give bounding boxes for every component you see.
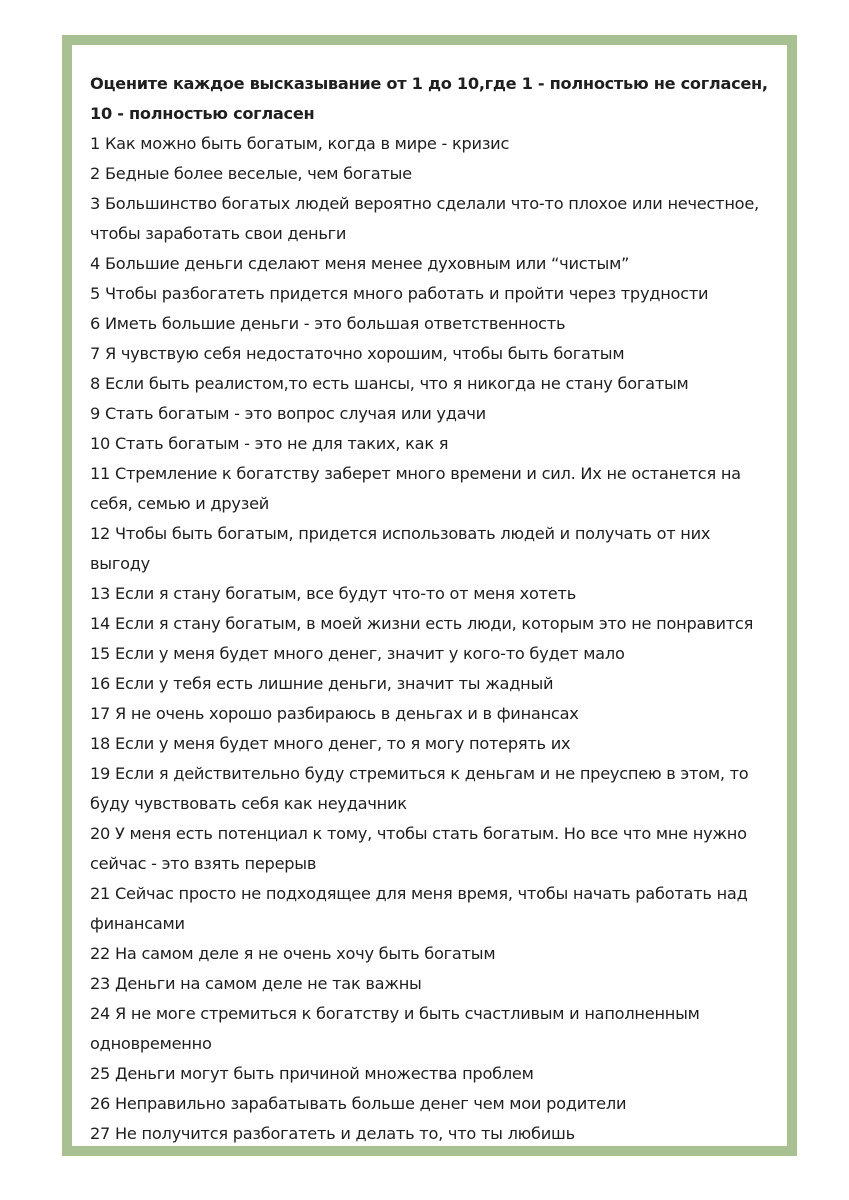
statement-item: 15 Если у меня будет много денег, значит у кого-то будет мало xyxy=(90,644,625,663)
statement-item: 13 Если я стану богатым, все будут что-то от меня хотеть xyxy=(90,584,576,603)
questionnaire-title: Оцените каждое высказывание от 1 до 10,где 1 - полностью не согласен, 10 - полностью согласен xyxy=(90,74,768,123)
statement-item: 10 Стать богатым - это не для таких, как я xyxy=(90,434,449,453)
statement-item: 17 Я не очень хорошо разбираюсь в деньгах и в финансах xyxy=(90,704,579,723)
statement-item: 8 Если быть реалистом,то есть шансы, что я никогда не стану богатым xyxy=(90,374,689,393)
questionnaire-content xyxy=(90,69,773,1149)
statement-item: 1 Как можно быть богатым, когда в мире - кризис xyxy=(90,134,510,153)
statement-item: 11 Стремление к богатству заберет много времени и сил. Их не останется на себя, семью и друзей xyxy=(90,464,741,513)
statement-item: 27 Не получится разбогатеть и делать то, что ты любишь xyxy=(90,1124,575,1143)
statement-item: 21 Сейчас просто не подходящее для меня время, чтобы начать работать над финансами xyxy=(90,884,748,933)
statement-item: 19 Если я действительно буду стремиться к деньгам и не преуспею в этом, то буду чувствовать себя как неудачник xyxy=(90,764,749,813)
statement-item: 12 Чтобы быть богатым, придется использовать людей и получать от них выгоду xyxy=(90,524,711,573)
statement-item: 24 Я не моге стремиться к богатству и быть счастливым и наполненным одновременно xyxy=(90,1004,700,1053)
statement-item: 23 Деньги на самом деле не так важны xyxy=(90,974,422,993)
statement-item: 25 Деньги могут быть причиной множества проблем xyxy=(90,1064,534,1083)
statement-item: 9 Стать богатым - это вопрос случая или удачи xyxy=(90,404,486,423)
statement-item: 26 Неправильно зарабатывать больше денег чем мои родители xyxy=(90,1094,627,1113)
statement-item: 2 Бедные более веселые, чем богатые xyxy=(90,164,412,183)
statement-item: 14 Если я стану богатым, в моей жизни есть люди, которым это не понравится xyxy=(90,614,754,633)
statement-item: 3 Большинство богатых людей вероятно сделали что-то плохое или нечестное, чтобы заработать свои деньги xyxy=(90,194,759,243)
statement-item: 18 Если у меня будет много денег, то я могу потерять их xyxy=(90,734,571,753)
questionnaire-frame xyxy=(62,35,797,1156)
statement-item: 4 Большие деньги сделают меня менее духовным или “чистым” xyxy=(90,254,630,273)
statement-item: 7 Я чувствую себя недостаточно хорошим, чтобы быть богатым xyxy=(90,344,625,363)
statement-item: 5 Чтобы разбогатеть придется много работать и пройти через трудности xyxy=(90,284,709,303)
statement-item: 22 На самом деле я не очень хочу быть богатым xyxy=(90,944,496,963)
statement-item: 6 Иметь большие деньги - это большая ответственность xyxy=(90,314,566,333)
statement-item: 20 У меня есть потенциал к тому, чтобы стать богатым. Но все что мне нужно сейчас - это взять перерыв xyxy=(90,824,747,873)
statement-item: 16 Если у тебя есть лишние деньги, значит ты жадный xyxy=(90,674,554,693)
